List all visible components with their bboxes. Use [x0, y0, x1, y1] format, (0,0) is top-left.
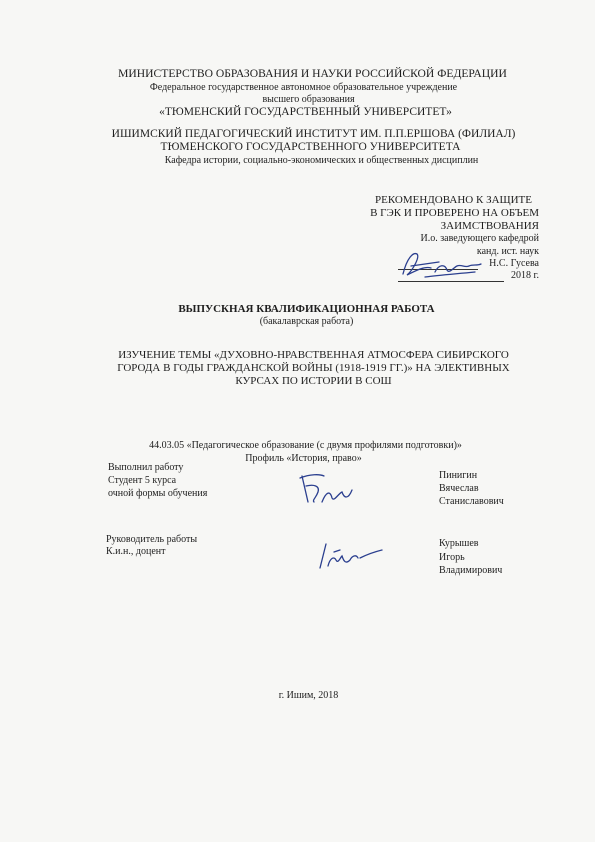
head-of-department-signature: [395, 244, 485, 282]
supervisor-patronymic: Владимирович: [439, 565, 503, 576]
department-line: Кафедра истории, социально-экономических и общественных дисциплин: [164, 155, 479, 166]
agency-line-1: Федеральное государственное автономное образовательное учреждение: [149, 82, 458, 93]
approval-line-2: В ГЭК И ПРОВЕРЕНО НА ОБЪЕМ: [370, 207, 539, 219]
approval-role: И.о. заведующего кафедрой: [420, 233, 539, 244]
student-first-name: Вячеслав: [439, 483, 479, 494]
approval-name: Н.С. Гусева: [489, 258, 539, 269]
approval-degree: канд. ист. наук: [476, 246, 539, 257]
work-title-line-2: ГОРОДА В ГОДЫ ГРАЖДАНСКОЙ ВОЙНЫ (1918-1919 ГГ.)» НА ЭЛЕКТИВНЫХ: [117, 362, 510, 374]
institute-line-1: ИШИМСКИЙ ПЕДАГОГИЧЕСКИЙ ИНСТИТУТ ИМ. П.П.ЕРШОВА (ФИЛИАЛ): [111, 128, 516, 140]
supervisor-signature: [312, 538, 384, 574]
city-year: г. Ишим, 2018: [278, 690, 339, 701]
university-name: «ТЮМЕНСКИЙ ГОСУДАРСТВЕННЫЙ УНИВЕРСИТЕТ»: [159, 106, 452, 118]
student-label-3: очной формы обучения: [108, 488, 208, 499]
supervisor-surname: Курышев: [439, 538, 479, 549]
work-title-line-1: ИЗУЧЕНИЕ ТЕМЫ «ДУХОВНО-НРАВСТВЕННАЯ АТМОСФЕРА СИБИРСКОГО: [118, 349, 509, 361]
supervisor-first-name: Игорь: [439, 552, 465, 563]
agency-line-2: высшего образования: [262, 94, 355, 105]
program-line: 44.03.05 «Педагогическое образование (с двумя профилями подготовки)»: [149, 440, 462, 451]
work-title-line-3: КУРСАХ ПО ИСТОРИИ В СОШ: [235, 375, 392, 387]
student-surname: Пинигин: [439, 470, 478, 481]
approval-line-3: ЗАИМСТВОВАНИЯ: [440, 220, 539, 232]
work-subtype: (бакалаврская работа): [259, 316, 354, 327]
profile-line: Профиль «История, право»: [245, 453, 362, 464]
student-label-1: Выполнил работу: [108, 462, 184, 473]
student-label-2: Студент 5 курса: [108, 475, 177, 486]
student-patronymic: Станиславович: [439, 496, 504, 507]
approval-line-1: РЕКОМЕНДОВАНО К ЗАЩИТЕ: [375, 194, 532, 206]
work-type: ВЫПУСКНАЯ КВАЛИФИКАЦИОННАЯ РАБОТА: [178, 303, 435, 315]
approval-year: 2018 г.: [511, 270, 539, 281]
ministry-line: МИНИСТЕРСТВО ОБРАЗОВАНИЯ И НАУКИ РОССИЙСКОЙ ФЕДЕРАЦИИ: [118, 67, 507, 80]
supervisor-label-2: К.и.н., доцент: [106, 546, 166, 557]
student-signature: [292, 468, 356, 510]
institute-line-2: ТЮМЕНСКОГО ГОСУДАРСТВЕННОГО УНИВЕРСИТЕТА: [160, 141, 461, 153]
supervisor-label-1: Руководитель работы: [106, 534, 198, 545]
